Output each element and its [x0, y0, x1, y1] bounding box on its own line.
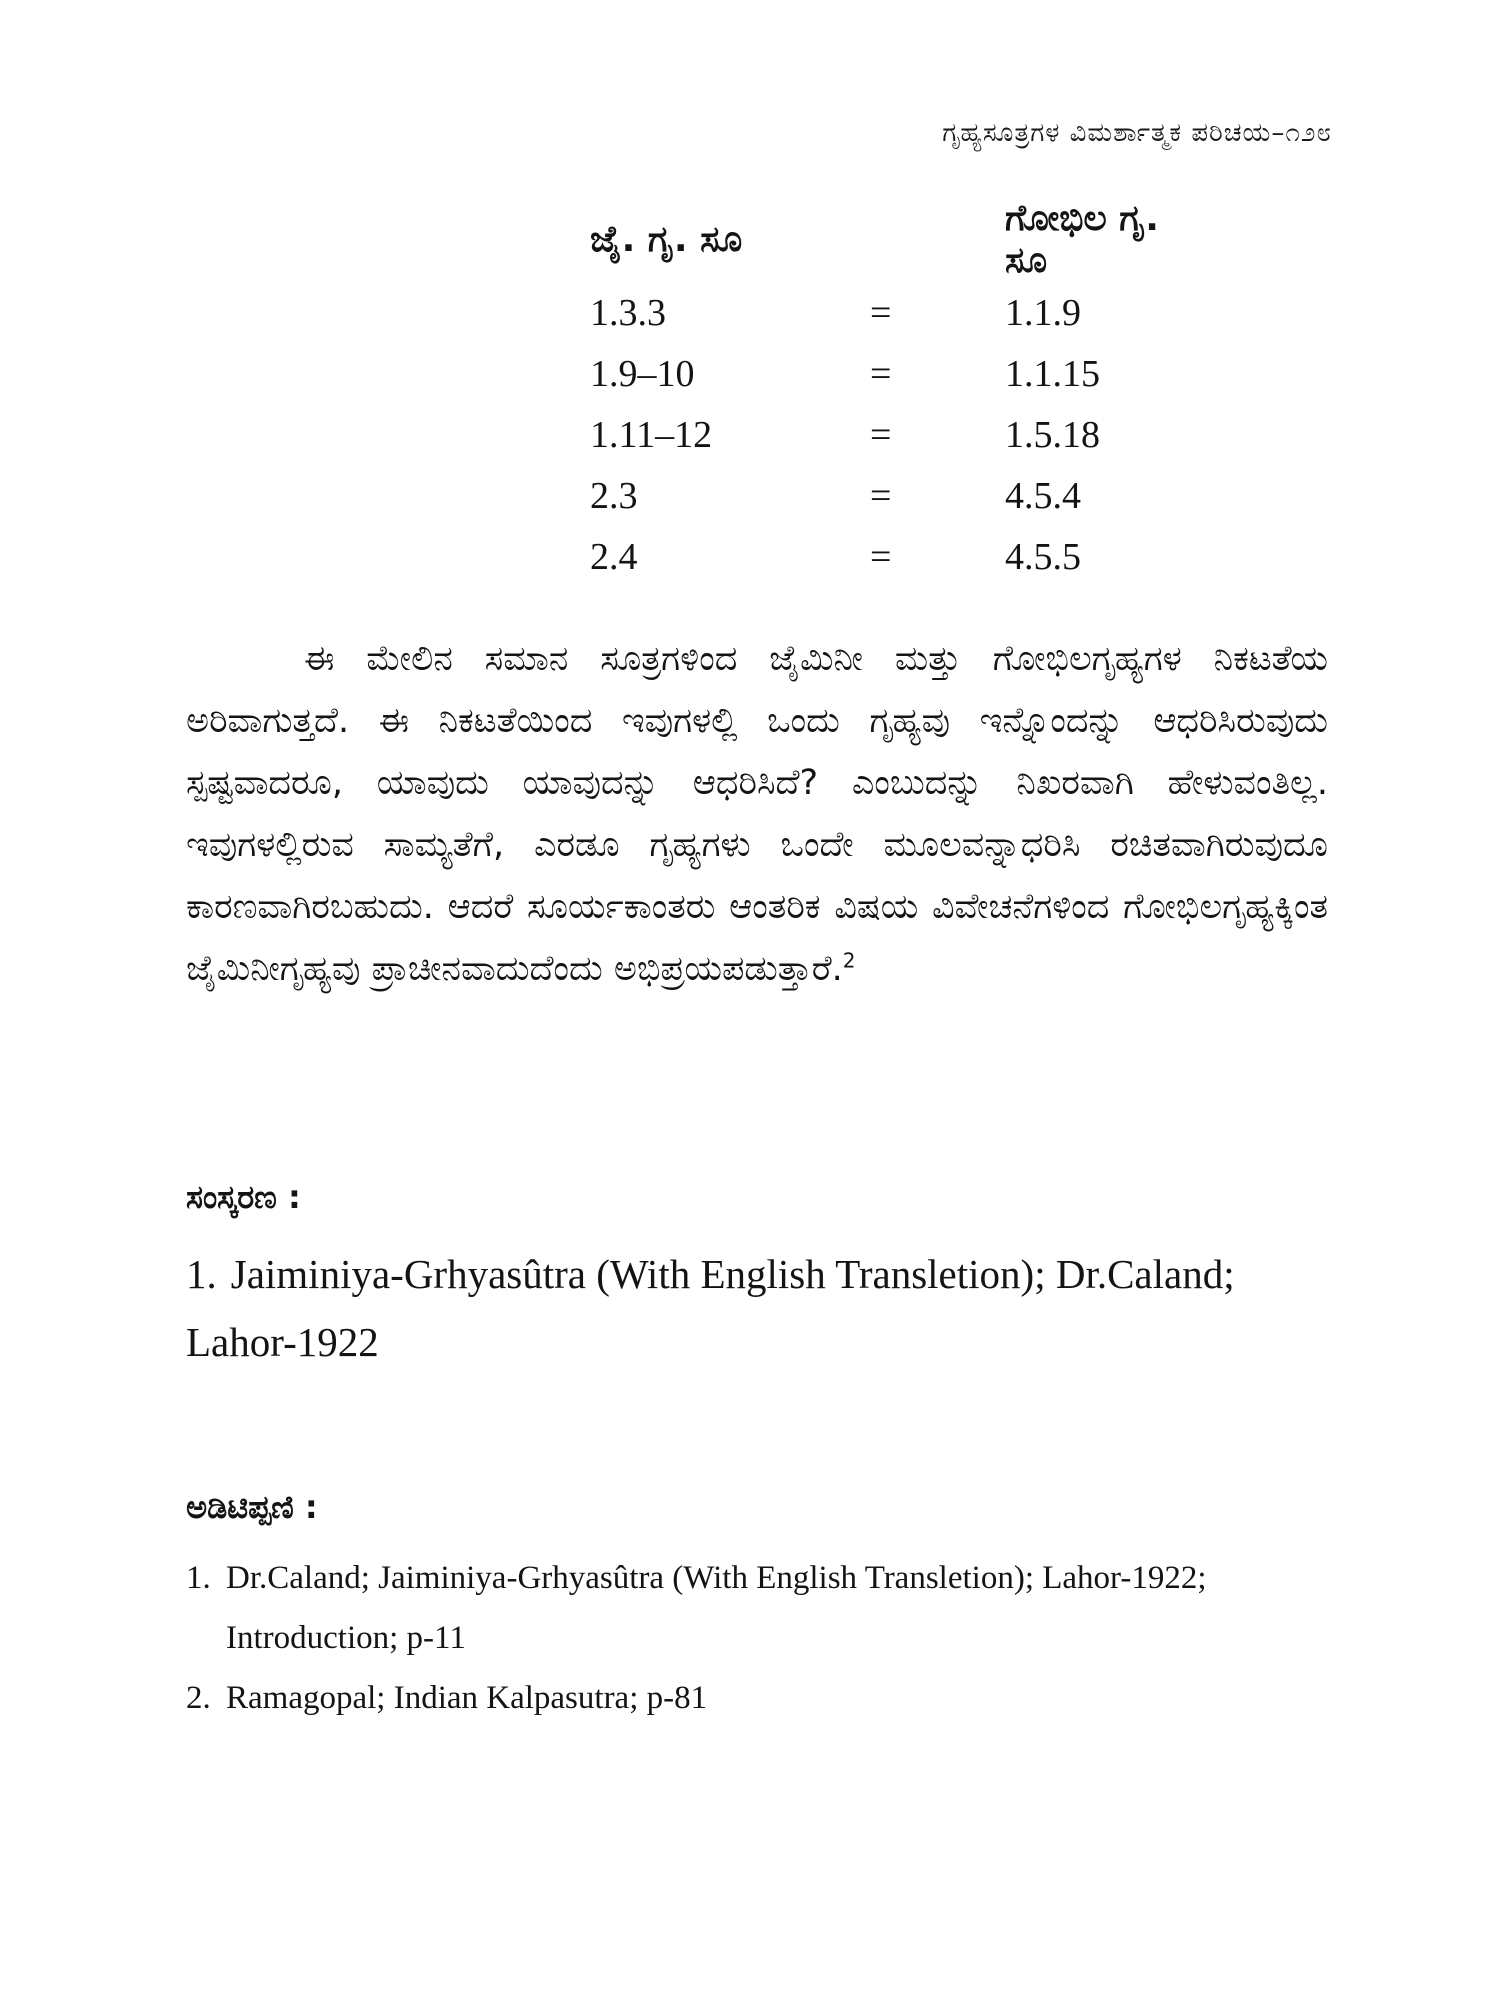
gobhila-ref: 1.1.9	[1005, 291, 1081, 334]
table-row	[590, 404, 1205, 465]
table-row	[590, 282, 1205, 343]
footnote-number: 1.	[186, 1560, 211, 1596]
gobhila-ref: 4.5.4	[1005, 474, 1081, 517]
body-paragraph	[186, 628, 1328, 1000]
gobhila-ref: 4.5.5	[1005, 535, 1081, 578]
equals-sign: =	[870, 535, 892, 578]
footnote-text: Ramagopal; Indian Kalpasutra; p-81	[226, 1680, 708, 1716]
equals-sign: =	[870, 352, 892, 395]
footnote-item	[186, 1668, 1336, 1728]
sutra-comparison-table	[590, 198, 1205, 587]
equals-sign: =	[870, 474, 892, 517]
footnote-item	[186, 1548, 1336, 1668]
footnote-number: 2.	[186, 1680, 211, 1716]
jaimini-ref: 1.9–10	[590, 352, 695, 395]
equals-sign: =	[870, 413, 892, 456]
footnote-list	[186, 1548, 1336, 1728]
equals-sign: =	[870, 291, 892, 334]
column-header-gobhila: ಗೋಭಿಲ ಗೃ. ಸೂ	[1005, 198, 1159, 281]
edition-entry	[186, 1240, 1346, 1376]
running-header: ಗೃಹ್ಯಸೂತ್ರಗಳ ವಿಮರ್ಶಾತ್ಮಕ ಪರಿಚಯ–೧೨೮	[942, 118, 1332, 148]
paragraph-text: ಈ ಮೇಲಿನ ಸಮಾನ ಸೂತ್ರಗಳಿಂದ ಜೈಮಿನೀ ಮತ್ತು ಗೋಭಿಲಗೃಹ್ಯಗಳ ನಿಕಟತೆಯ ಅರಿವಾಗುತ್ತದೆ. ಈ ನಿಕಟತೆಯಿಂದ ಇವುಗಳಲ್ಲಿ ಒಂದು ಗೃಹ್ಯವು ಇನ್ನೊಂದನ್ನು ಆಧರಿಸಿರುವುದು ಸ್ಪಷ್ಟವಾದರೂ, ಯಾವುದು ಯಾವುದನ್ನು ಆಧರಿಸಿದೆ? ಎಂಬುದನ್ನು ನಿಖರವಾಗಿ ಹೇಳುವಂತಿಲ್ಲ. ಇವುಗಳಲ್ಲಿರುವ ಸಾಮ್ಯತೆಗೆ, ಎರಡೂ ಗೃಹ್ಯಗಳು ಒಂದೇ ಮೂಲವನ್ನಾಧರಿಸಿ ರಚಿತವಾಗಿರುವುದೂ ಕಾರಣವಾಗಿರಬಹುದು. ಆದರೆ ಸೂರ್ಯಕಾಂತರು ಆಂತರಿಕ ವಿಷಯ ವಿವೇಚನೆಗಳಿಂದ ಗೋಭಿಲಗೃಹ್ಯಕ್ಕಿಂತ ಜೈಮಿನೀಗೃಹ್ಯವು ಪ್ರಾಚೀನವಾದುದೆಂದು ಅಭಿಪ್ರಯಪಡುತ್ತಾರೆ.	[186, 639, 1328, 989]
table-header-row	[590, 198, 1205, 282]
jaimini-ref: 2.3	[590, 474, 638, 517]
column-header-jaimini: ಜೈ. ಗೃ. ಸೂ	[590, 219, 743, 260]
table-row	[590, 343, 1205, 404]
gobhila-ref: 1.1.15	[1005, 352, 1100, 395]
edition-number: 1.	[186, 1251, 217, 1297]
jaimini-ref: 1.11–12	[590, 413, 713, 456]
gobhila-ref: 1.5.18	[1005, 413, 1100, 456]
jaimini-ref: 1.3.3	[590, 291, 666, 334]
column-header-spacer	[870, 198, 1005, 282]
table-row	[590, 465, 1205, 526]
footnote-text: Dr.Caland; Jaiminiya-Grhyasûtra (With English Transletion); Lahor-1922; Introduction; p-11	[226, 1560, 1207, 1656]
jaimini-ref: 2.4	[590, 535, 638, 578]
editions-heading: ಸಂಸ್ಕರಣ :	[186, 1178, 301, 1216]
footnote-marker: 2	[842, 948, 856, 973]
table-row	[590, 526, 1205, 587]
edition-text: Jaiminiya-Grhyasûtra (With English Transletion); Dr.Caland; Lahor-1922	[186, 1251, 1235, 1365]
footnotes-heading: ಅಡಿಟಿಪ್ಪಣಿ :	[186, 1488, 318, 1526]
